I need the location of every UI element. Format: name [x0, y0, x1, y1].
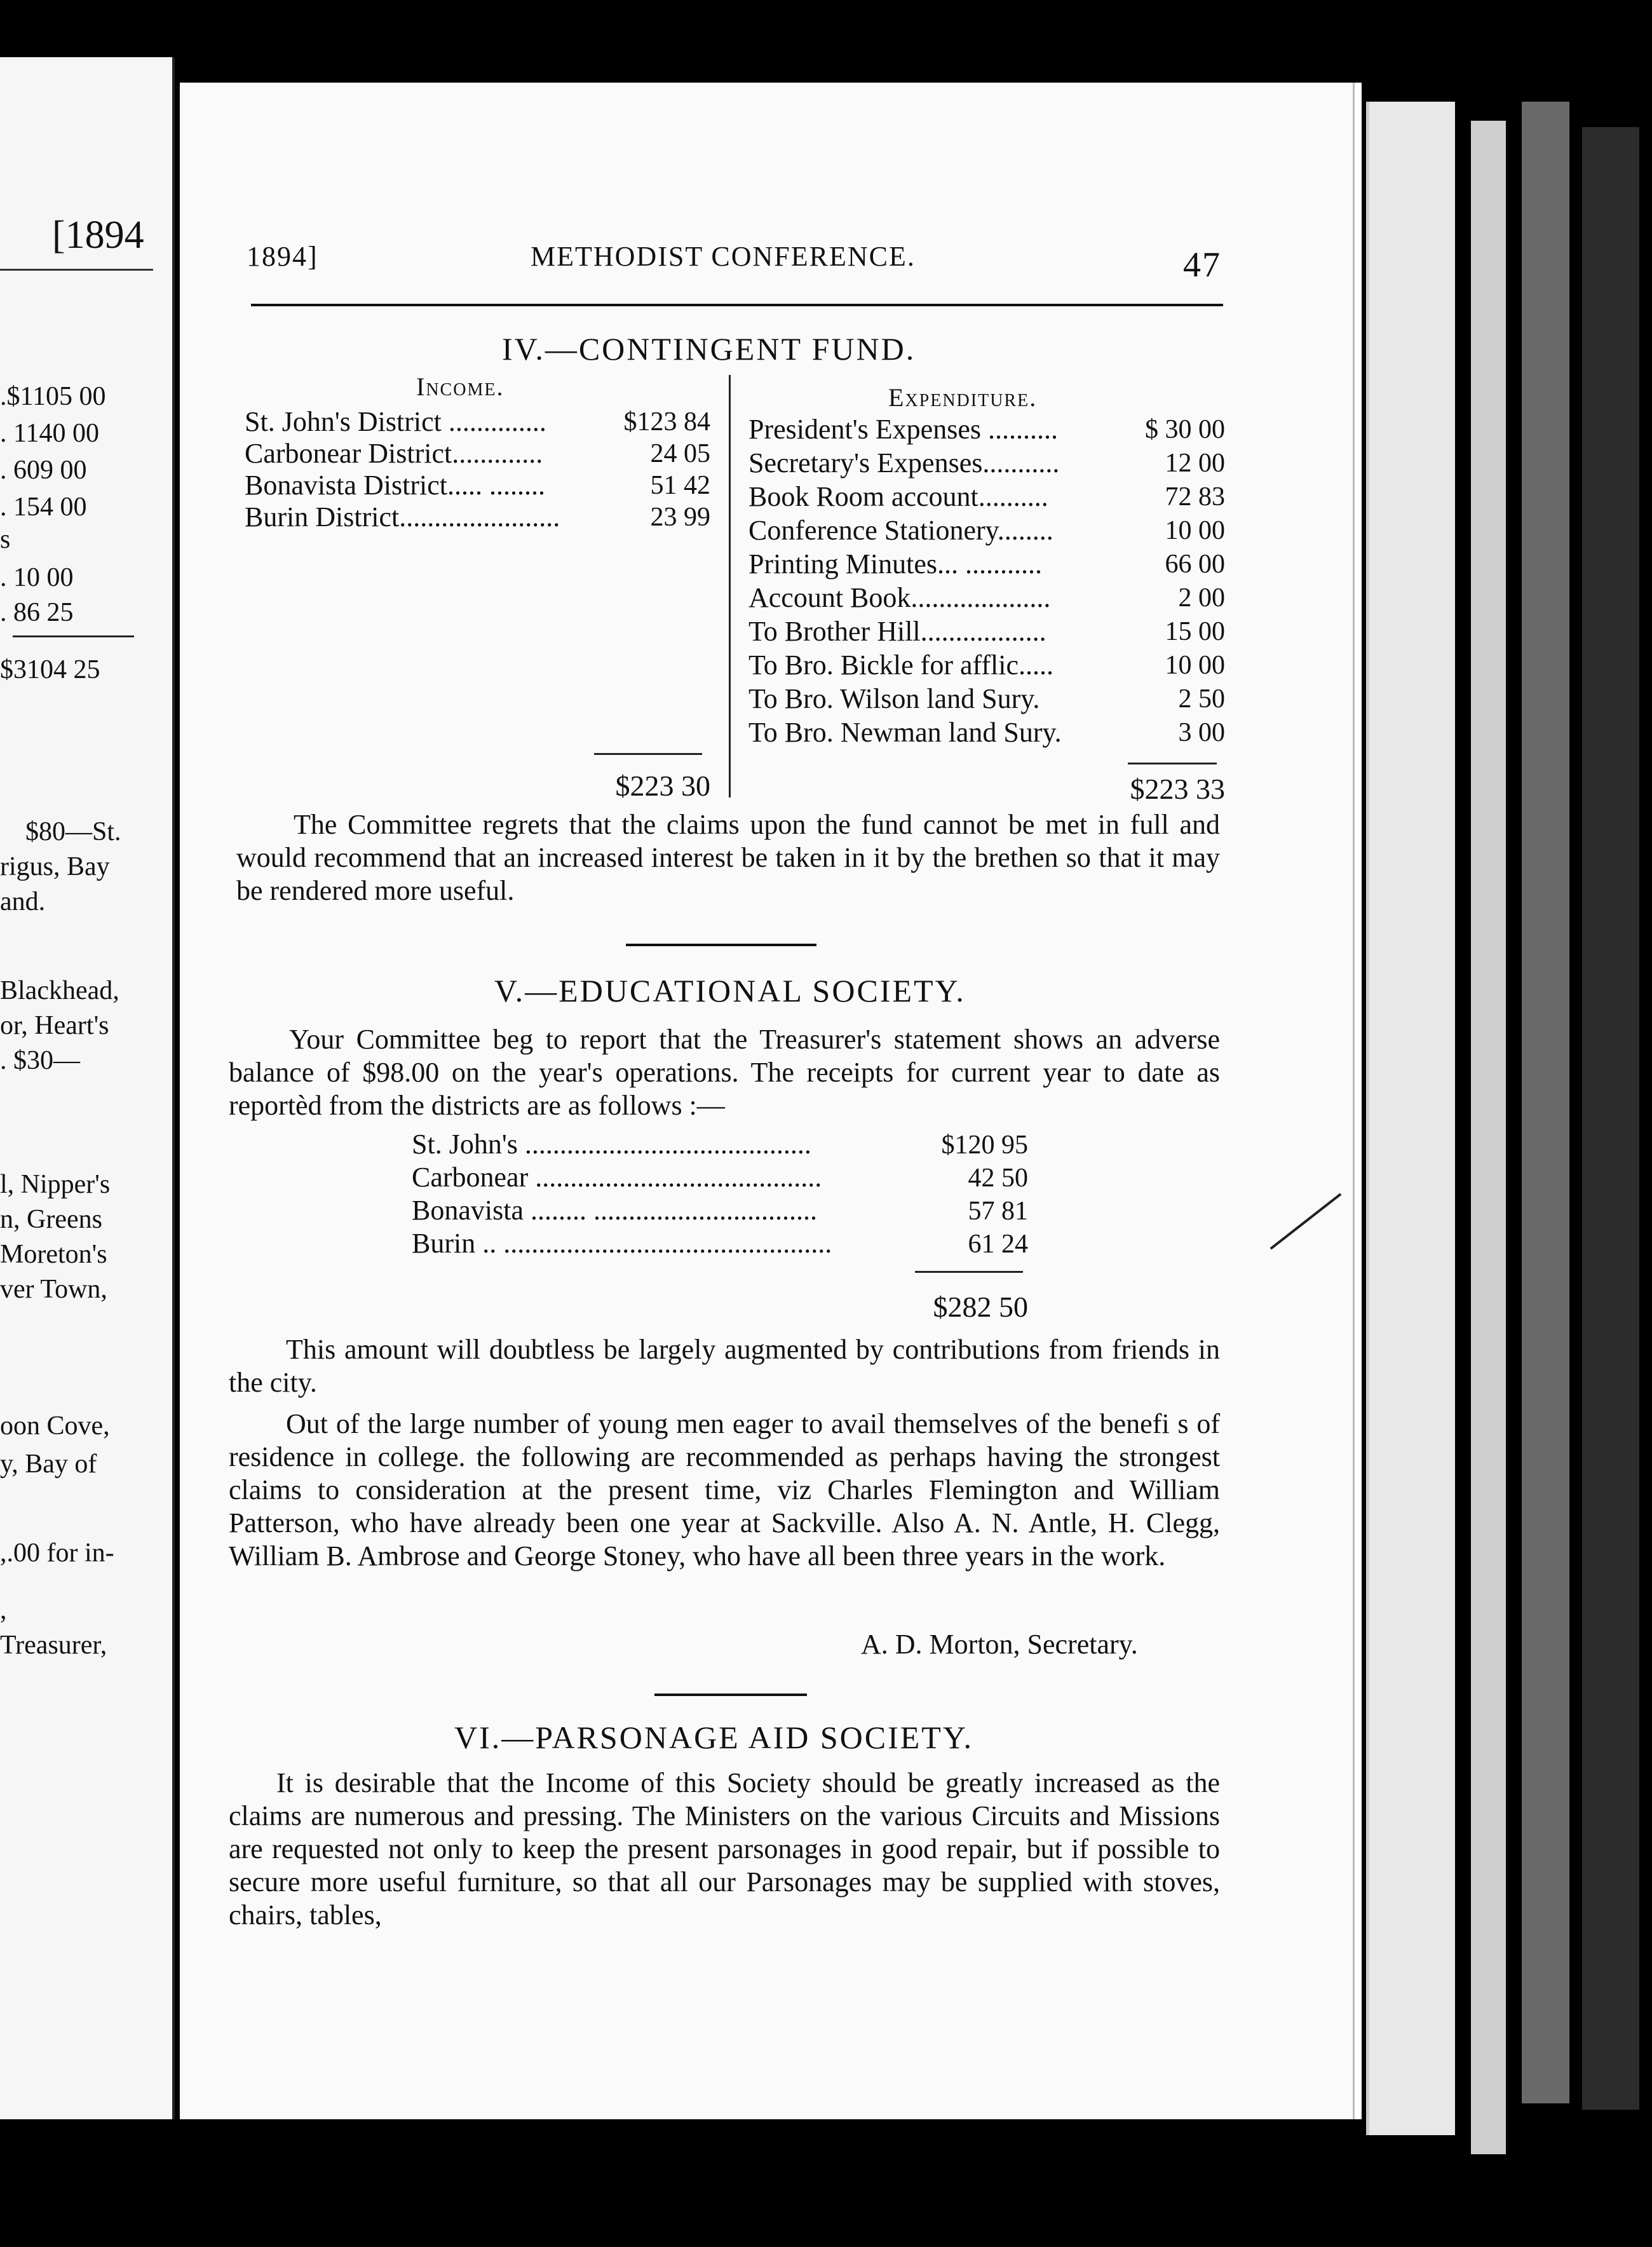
- expenditure-amount: 3 00: [1178, 718, 1225, 747]
- income-label: Burin District.......................: [245, 501, 560, 533]
- receipt-amount: 57 81: [968, 1197, 1028, 1226]
- left-total-rule: [13, 635, 134, 637]
- left-line: s: [0, 525, 11, 554]
- receipt-amount: $120 95: [941, 1130, 1028, 1160]
- expenditure-label: To Bro. Wilson land Sury.: [748, 683, 1040, 714]
- left-line: ver Town,: [0, 1275, 107, 1304]
- left-line: . $30—: [0, 1046, 80, 1075]
- expenditure-label: Secretary's Expenses...........: [748, 447, 1060, 479]
- left-line: Moreton's: [0, 1240, 107, 1269]
- expenditure-amount: $ 30 00: [1145, 415, 1225, 444]
- left-line: . 154 00: [0, 492, 87, 522]
- left-line: and.: [0, 887, 46, 916]
- left-facing-page: [0, 57, 175, 2119]
- expenditure-amount: 10 00: [1165, 516, 1225, 545]
- educational-society-intro: Your Committee beg to report that the Treasurer's statement shows an adverse balance of $98.00 on the year's operations. The receipts for current year to date as reportèd from the districts are as follows :—: [229, 1024, 1220, 1121]
- parsonage-aid-title: VI.—PARSONAGE AID SOCIETY.: [454, 1720, 973, 1755]
- receipt-label: Burin .. ...............................................: [412, 1228, 832, 1259]
- expenditure-label: To Brother Hill..................: [748, 616, 1046, 647]
- income-label: St. John's District ..............: [245, 406, 546, 437]
- receipt-label: Carbonear .........................................: [412, 1162, 822, 1193]
- expenditure-amount: 15 00: [1165, 617, 1225, 646]
- left-line: or, Heart's: [0, 1011, 109, 1040]
- receipts-total: $282 50: [933, 1291, 1028, 1323]
- running-head-year: 1894]: [247, 241, 318, 272]
- receipt-label: Bonavista ........ ................................: [412, 1195, 817, 1226]
- expenditure-label: Book Room account..........: [748, 481, 1048, 512]
- income-amount: 51 42: [650, 471, 710, 500]
- expenditure-total: $223 33: [1130, 773, 1225, 805]
- page-right-edge: [1353, 83, 1362, 2119]
- contingent-fund-note: The Committee regrets that the claims upon the fund cannot be met in full and would recommend that an increased interest be taken in it by the brethen so that it may be rendered more useful.: [236, 809, 1220, 906]
- left-line: Treasurer,: [0, 1631, 107, 1660]
- expenditure-amount: 12 00: [1165, 449, 1225, 478]
- educational-society-title: V.—EDUCATIONAL SOCIETY.: [494, 973, 966, 1008]
- section-divider: [654, 1694, 807, 1696]
- left-line: l, Nipper's: [0, 1170, 111, 1199]
- expenditure-total-rule: [1128, 763, 1217, 764]
- left-line: ,: [0, 1596, 7, 1625]
- left-page-header: [1894: [52, 214, 144, 257]
- left-line: $80—St.: [25, 817, 121, 846]
- expenditure-label: Printing Minutes... ...........: [748, 548, 1043, 580]
- left-line: $3104 25: [0, 655, 100, 684]
- expenditure-amount: 66 00: [1165, 550, 1225, 579]
- left-line: . 1140 00: [0, 419, 99, 448]
- educational-para-1: This amount will doubtless be largely augmented by contributions from friends in the city.: [229, 1334, 1220, 1398]
- parsonage-aid-para: It is desirable that the Income of this Society should be greatly increased as the claims are numerous and pressing. The Ministers on the various Circuits and Missions are requested not only to keep the present parsonages in good repair, but if possible to secure more useful furniture, so that all our Parsonages may be supplied with stoves, chairs, tables,: [229, 1767, 1220, 1931]
- left-line: n, Greens: [0, 1205, 102, 1234]
- income-amount: 23 99: [650, 503, 710, 532]
- expenditure-amount: 72 83: [1165, 482, 1225, 512]
- running-head-title: METHODIST CONFERENCE.: [531, 241, 916, 272]
- book-edge: [1366, 102, 1652, 2167]
- section-divider: [626, 944, 816, 946]
- receipts-total-rule: [915, 1271, 1023, 1273]
- income-label: Carbonear District.............: [245, 438, 543, 469]
- receipt-amount: 42 50: [968, 1164, 1028, 1193]
- income-heading: Income.: [416, 372, 504, 401]
- income-label: Bonavista District..... ........: [245, 470, 545, 501]
- column-divider: [729, 375, 731, 798]
- left-page-rule: [0, 269, 153, 271]
- page-number: 47: [1183, 245, 1221, 285]
- income-total-rule: [594, 753, 702, 755]
- left-line: y, Bay of: [0, 1449, 97, 1479]
- expenditure-heading: Expenditure.: [888, 383, 1038, 412]
- contingent-fund-title: IV.—CONTINGENT FUND.: [502, 331, 916, 367]
- expenditure-label: Account Book....................: [748, 582, 1051, 613]
- expenditure-amount: 2 00: [1178, 583, 1225, 613]
- income-amount: 24 05: [650, 439, 710, 468]
- left-line: ,.00 for in-: [0, 1538, 114, 1568]
- left-line: . 10 00: [0, 563, 74, 592]
- header-rule: [251, 304, 1223, 306]
- receipt-label: St. John's .........................................: [412, 1129, 811, 1160]
- left-line: Blackhead,: [0, 976, 119, 1005]
- left-line: .$1105 00: [0, 382, 106, 411]
- expenditure-label: Conference Stationery........: [748, 515, 1053, 546]
- secretary-signature: A. D. Morton, Secretary.: [861, 1629, 1138, 1660]
- expenditure-amount: 10 00: [1165, 651, 1225, 680]
- left-line: oon Cove,: [0, 1411, 110, 1441]
- expenditure-label: To Bro. Newman land Sury.: [748, 717, 1062, 748]
- left-line: . 609 00: [0, 456, 87, 485]
- left-line: . 86 25: [0, 598, 74, 627]
- expenditure-label: To Bro. Bickle for afflic.....: [748, 649, 1053, 681]
- left-line: rigus, Bay: [0, 852, 110, 881]
- income-total: $223 30: [615, 770, 710, 802]
- expenditure-label: President's Expenses ..........: [748, 414, 1058, 445]
- income-amount: $123 84: [623, 407, 710, 437]
- expenditure-amount: 2 50: [1178, 684, 1225, 714]
- receipt-amount: 61 24: [968, 1230, 1028, 1259]
- educational-para-2: Out of the large number of young men eager to avail themselves of the benefi s of residence in college. the following are recommended as perhaps having the strongest claims to consideration at the present time, viz Charles Flemington and William Patterson, who have already been one year at Sackville. Also A. N. Antle, H. Clegg, William B. Ambrose and George Stoney, who have all been three years in the work.: [229, 1408, 1220, 1572]
